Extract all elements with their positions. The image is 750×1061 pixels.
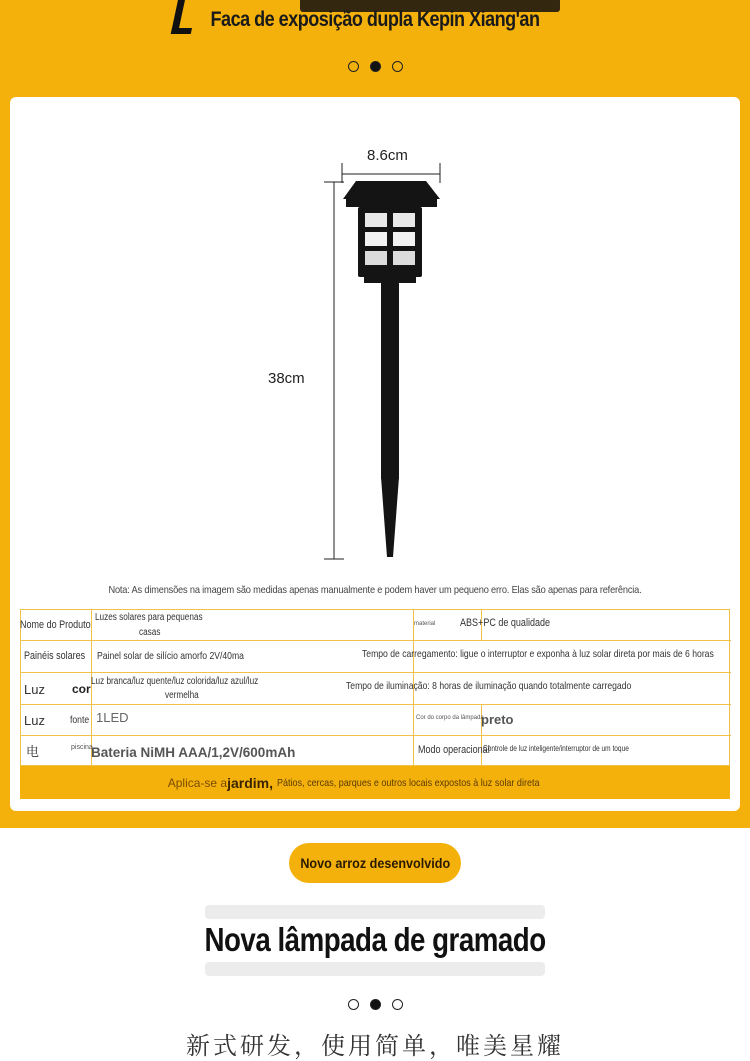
label-battery-cjk: 电 <box>26 745 40 760</box>
apply-rest: Pátios, cercas, parques e outros locais expostos à luz solar direta <box>277 776 540 789</box>
carousel-dot[interactable] <box>392 999 403 1010</box>
label-operation-mode: Modo operacional <box>418 744 490 756</box>
carousel-dots-bottom <box>0 999 750 1010</box>
table-divider <box>91 610 92 765</box>
pill-label: Novo arroz desenvolvido <box>300 855 450 871</box>
ghost-text-bar <box>205 962 545 976</box>
label-light: Luz <box>24 682 45 697</box>
value-solar-panel: Painel solar de silício amorfo 2V/40ma <box>97 650 244 662</box>
carousel-dot-active[interactable] <box>370 999 381 1010</box>
value-product-name-line1: Luzes solares para pequenas <box>95 612 203 623</box>
carousel-dot-active[interactable] <box>370 61 381 72</box>
apply-highlight: jardim, <box>227 774 274 791</box>
lamp-dimension-figure <box>10 97 740 577</box>
value-lighting-time: Tempo de iluminação: 8 horas de iluminação quando totalmente carregado <box>346 680 632 692</box>
value-charging-time: Tempo de carregamento: ligue o interruptor e exponha à luz solar direta por mais de 6 horas <box>362 648 714 660</box>
carousel-dot[interactable] <box>348 999 359 1010</box>
carousel-dot[interactable] <box>392 61 403 72</box>
section-title-text: Nova lâmpada de gramado <box>204 921 546 958</box>
value-light-color-line1: Luz branca/luz quente/luz colorida/luz azul/luz <box>91 676 259 687</box>
carousel-dots-top <box>0 61 750 72</box>
spec-table <box>20 609 730 766</box>
label-battery: piscina <box>71 744 93 751</box>
hero-subtitle: Faca de exposição dupla Kepin Xiang'an <box>210 8 540 31</box>
value-operation-mode: Controle de luz inteligente/interruptor de um toque <box>483 744 629 753</box>
value-light-color-line2: vermelha <box>165 690 199 701</box>
value-material: ABS+PC de qualidade <box>460 617 551 629</box>
carousel-dot[interactable] <box>348 61 359 72</box>
ghost-text-bar <box>205 905 545 919</box>
width-label: 8.6cm <box>367 147 408 164</box>
width-dimension-line <box>342 163 440 183</box>
section-pill-badge <box>289 843 461 883</box>
value-light-source: 1LED <box>96 710 129 725</box>
height-dimension-line <box>324 182 344 559</box>
label-body-color: Cor do corpo da lâmpada <box>416 715 484 721</box>
height-label: 38cm <box>268 370 305 387</box>
application-bar <box>20 766 730 799</box>
dimension-note: Nota: As dimensões na imagem são medidas apenas manualmente e podem haver um pequeno erro. Elas são apenas para referência. <box>108 584 642 596</box>
label-color: cor <box>72 682 91 696</box>
solar-lamp-icon <box>343 181 440 557</box>
section-title <box>0 921 750 959</box>
value-body-color: preto <box>481 712 514 727</box>
label-light-2: Luz <box>24 713 45 728</box>
label-material: material <box>414 621 436 627</box>
product-spec-card <box>10 97 740 811</box>
cropped-cjk-tagline: 新式研发，使用简单，唯美星耀 <box>186 1032 564 1060</box>
label-product-name: Nome do Produto <box>20 619 91 631</box>
label-source: fonte <box>70 714 90 726</box>
apply-prefix: Aplica-se a <box>167 775 228 790</box>
label-solar-panel: Painéis solares <box>24 650 86 662</box>
value-product-name-line2: casas <box>139 627 161 638</box>
value-battery: Bateria NiMH AAA/1,2V/600mAh <box>91 745 296 760</box>
